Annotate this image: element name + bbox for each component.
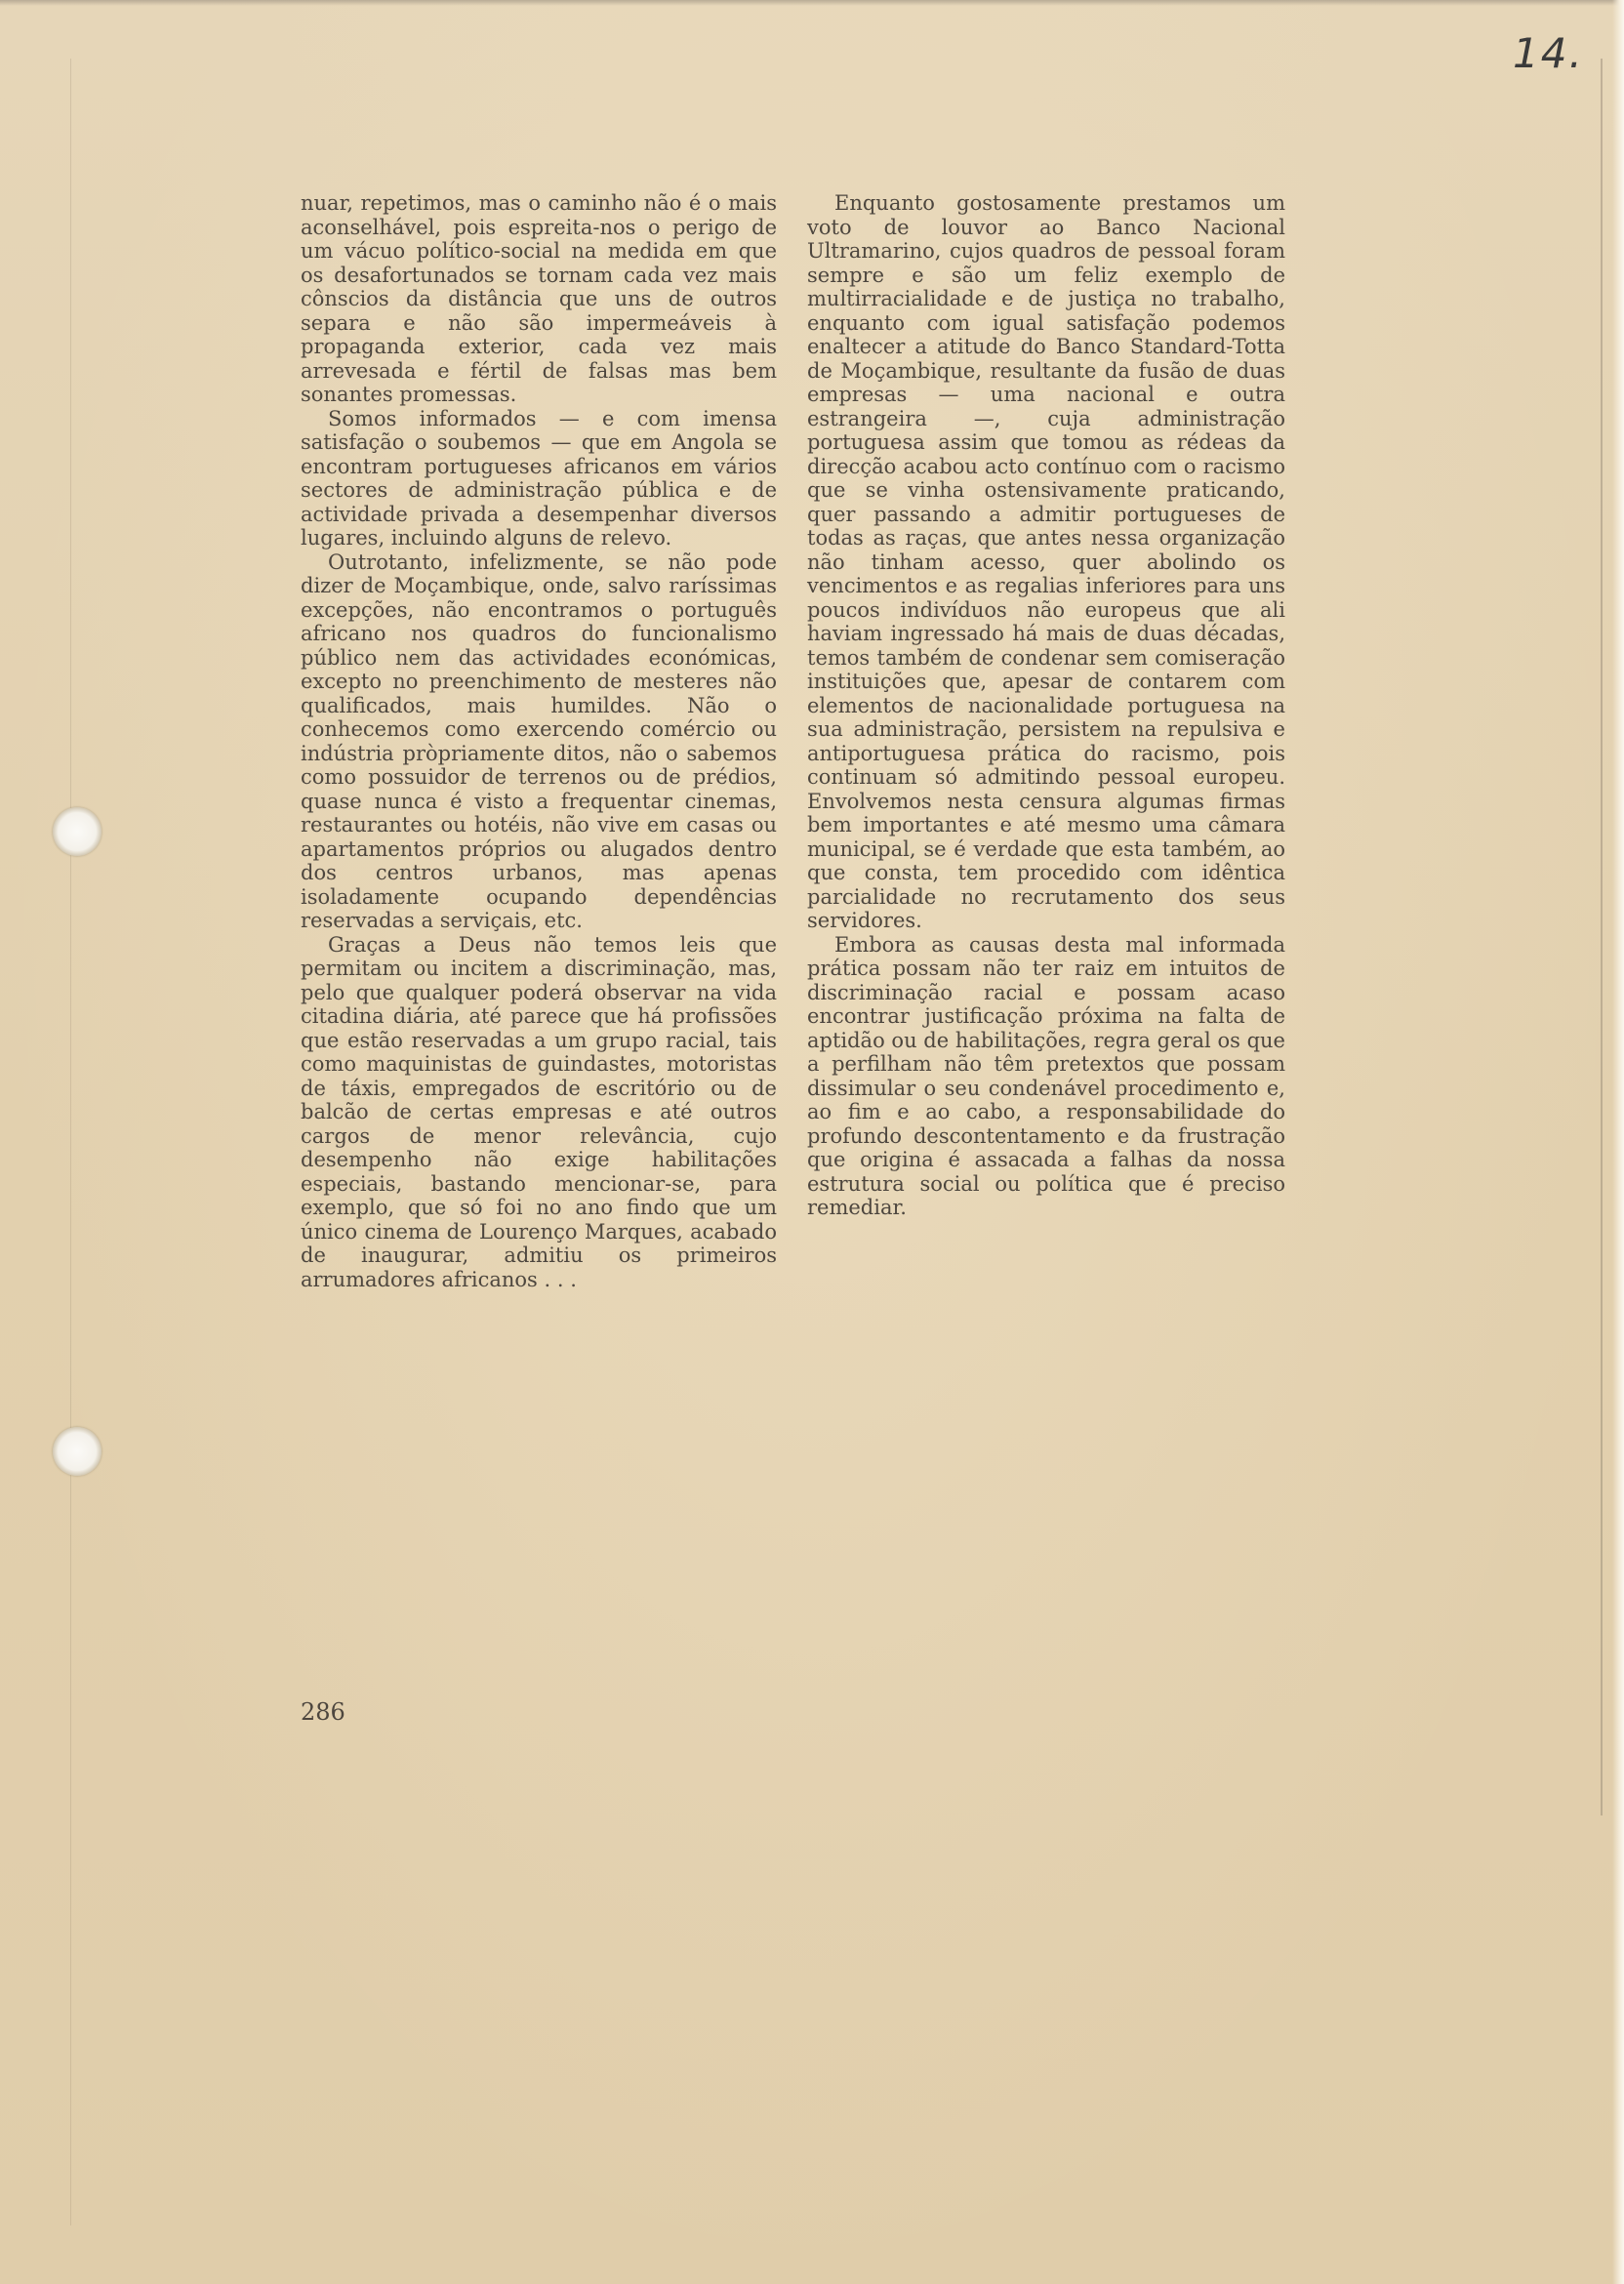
paragraph: Embora as causas desta mal informada prática possam não ter raiz em intuitos de discriminação racial e possam acaso encontrar justificação próxima na falta de aptidão ou de habilitações, regra geral os que a perfilham não têm pretextos que possam dissimular o seu condenável procedimento e, ao fim e ao cabo, a responsabilidade do profundo descontentamento e da frustração que origina é assacada a falhas da nossa estrutura social ou política que é preciso remediar. [807, 932, 1285, 1219]
punch-hole-icon [53, 1427, 102, 1476]
paragraph: nuar, repetimos, mas o caminho não é o mais aconselhável, pois espreita-nos o perigo de um vácuo político-social na medida em que os desafortunados se tornam cada vez mais cônscios da distância que uns de outros separa e não são impermeáveis à propaganda exterior, cada vez mais arrevesada e fértil de falsas mas bem sonantes promessas. [301, 191, 777, 406]
paragraph: Enquanto gostosamente prestamos um voto de louvor ao Banco Nacional Ultramarino, cujos quadros de pessoal foram sempre e são um feliz exemplo de multirracialidade e de justiça no trabalho, enquanto com igual satisfação podemos enaltecer a atitude do Banco Standard-Totta de Moçambique, resultante da fusão de duas empresas — uma nacional e outra estrangeira —, cuja administração portuguesa assim que tomou as rédeas da direcção acabou acto contínuo com o racismo que se vinha ostensivamente praticando, quer passando a admitir portugueses de todas as raças, que antes nessa organização não tinham acesso, quer abolindo os vencimentos e as regalias inferiores para uns poucos indivíduos não europeus que ali haviam ingressado há mais de duas décadas, temos também de condenar sem comiseração instituições que, apesar de contarem com elementos de nacionalidade portuguesa na sua administração, persistem na repulsiva e antiportuguesa prática do racismo, pois continuam só admitindo pessoal europeu. Envolvemos nesta censura algumas firmas bem importantes e até mesmo uma câmara municipal, se é verdade que esta também, ao que consta, tem procedido com idêntica parcialidade no recrutamento dos seus servidores. [807, 191, 1285, 932]
page-right-edge [1612, 0, 1624, 2284]
page-number: 286 [301, 1698, 345, 1726]
handwritten-folio-number: 14. [1513, 29, 1584, 77]
page-fold-line [70, 59, 71, 2225]
right-text-column [807, 191, 1285, 1220]
paragraph: Somos informados — e com imensa satisfação o soubemos — que em Angola se encontram portugueses africanos em vários sectores de administração pública e de actividade privada a desempenhar diversos lugares, incluindo alguns de relevo. [301, 406, 777, 550]
punch-hole-icon [53, 807, 102, 856]
page-top-edge [0, 0, 1624, 6]
paragraph: Graças a Deus não temos leis que permitam ou incitem a discriminação, mas, pelo que qualquer poderá observar na vida citadina diária, até parece que há profissões que estão reservadas a um grupo racial, tais como maquinistas de guindastes, motoristas de táxis, empregados de escritório ou de balcão de certas empresas e até outros cargos de menor relevância, cujo desempenho não exige habilitações especiais, bastando mencionar-se, para exemplo, que só foi no ano findo que um único cinema de Lourenço Marques, acabado de inaugurar, admitiu os primeiros arrumadores africanos . . . [301, 932, 777, 1291]
page-margin-line [1601, 59, 1603, 1815]
paragraph: Outrotanto, infelizmente, se não pode dizer de Moçambique, onde, salvo raríssimas excepções, não encontramos o português africano nos quadros do funcionalismo público nem das actividades económicas, excepto no preenchimento de mesteres não qualificados, mais humildes. Não o conhecemos como exercendo comércio ou indústria pròpriamente ditos, não o sabemos como possuidor de terrenos ou de prédios, quase nunca é visto a frequentar cinemas, restaurantes ou hotéis, não vive em casas ou apartamentos próprios ou alugados dentro dos centros urbanos, mas apenas isoladamente ocupando dependências reservadas a serviçais, etc. [301, 550, 777, 932]
left-text-column [301, 191, 777, 1291]
